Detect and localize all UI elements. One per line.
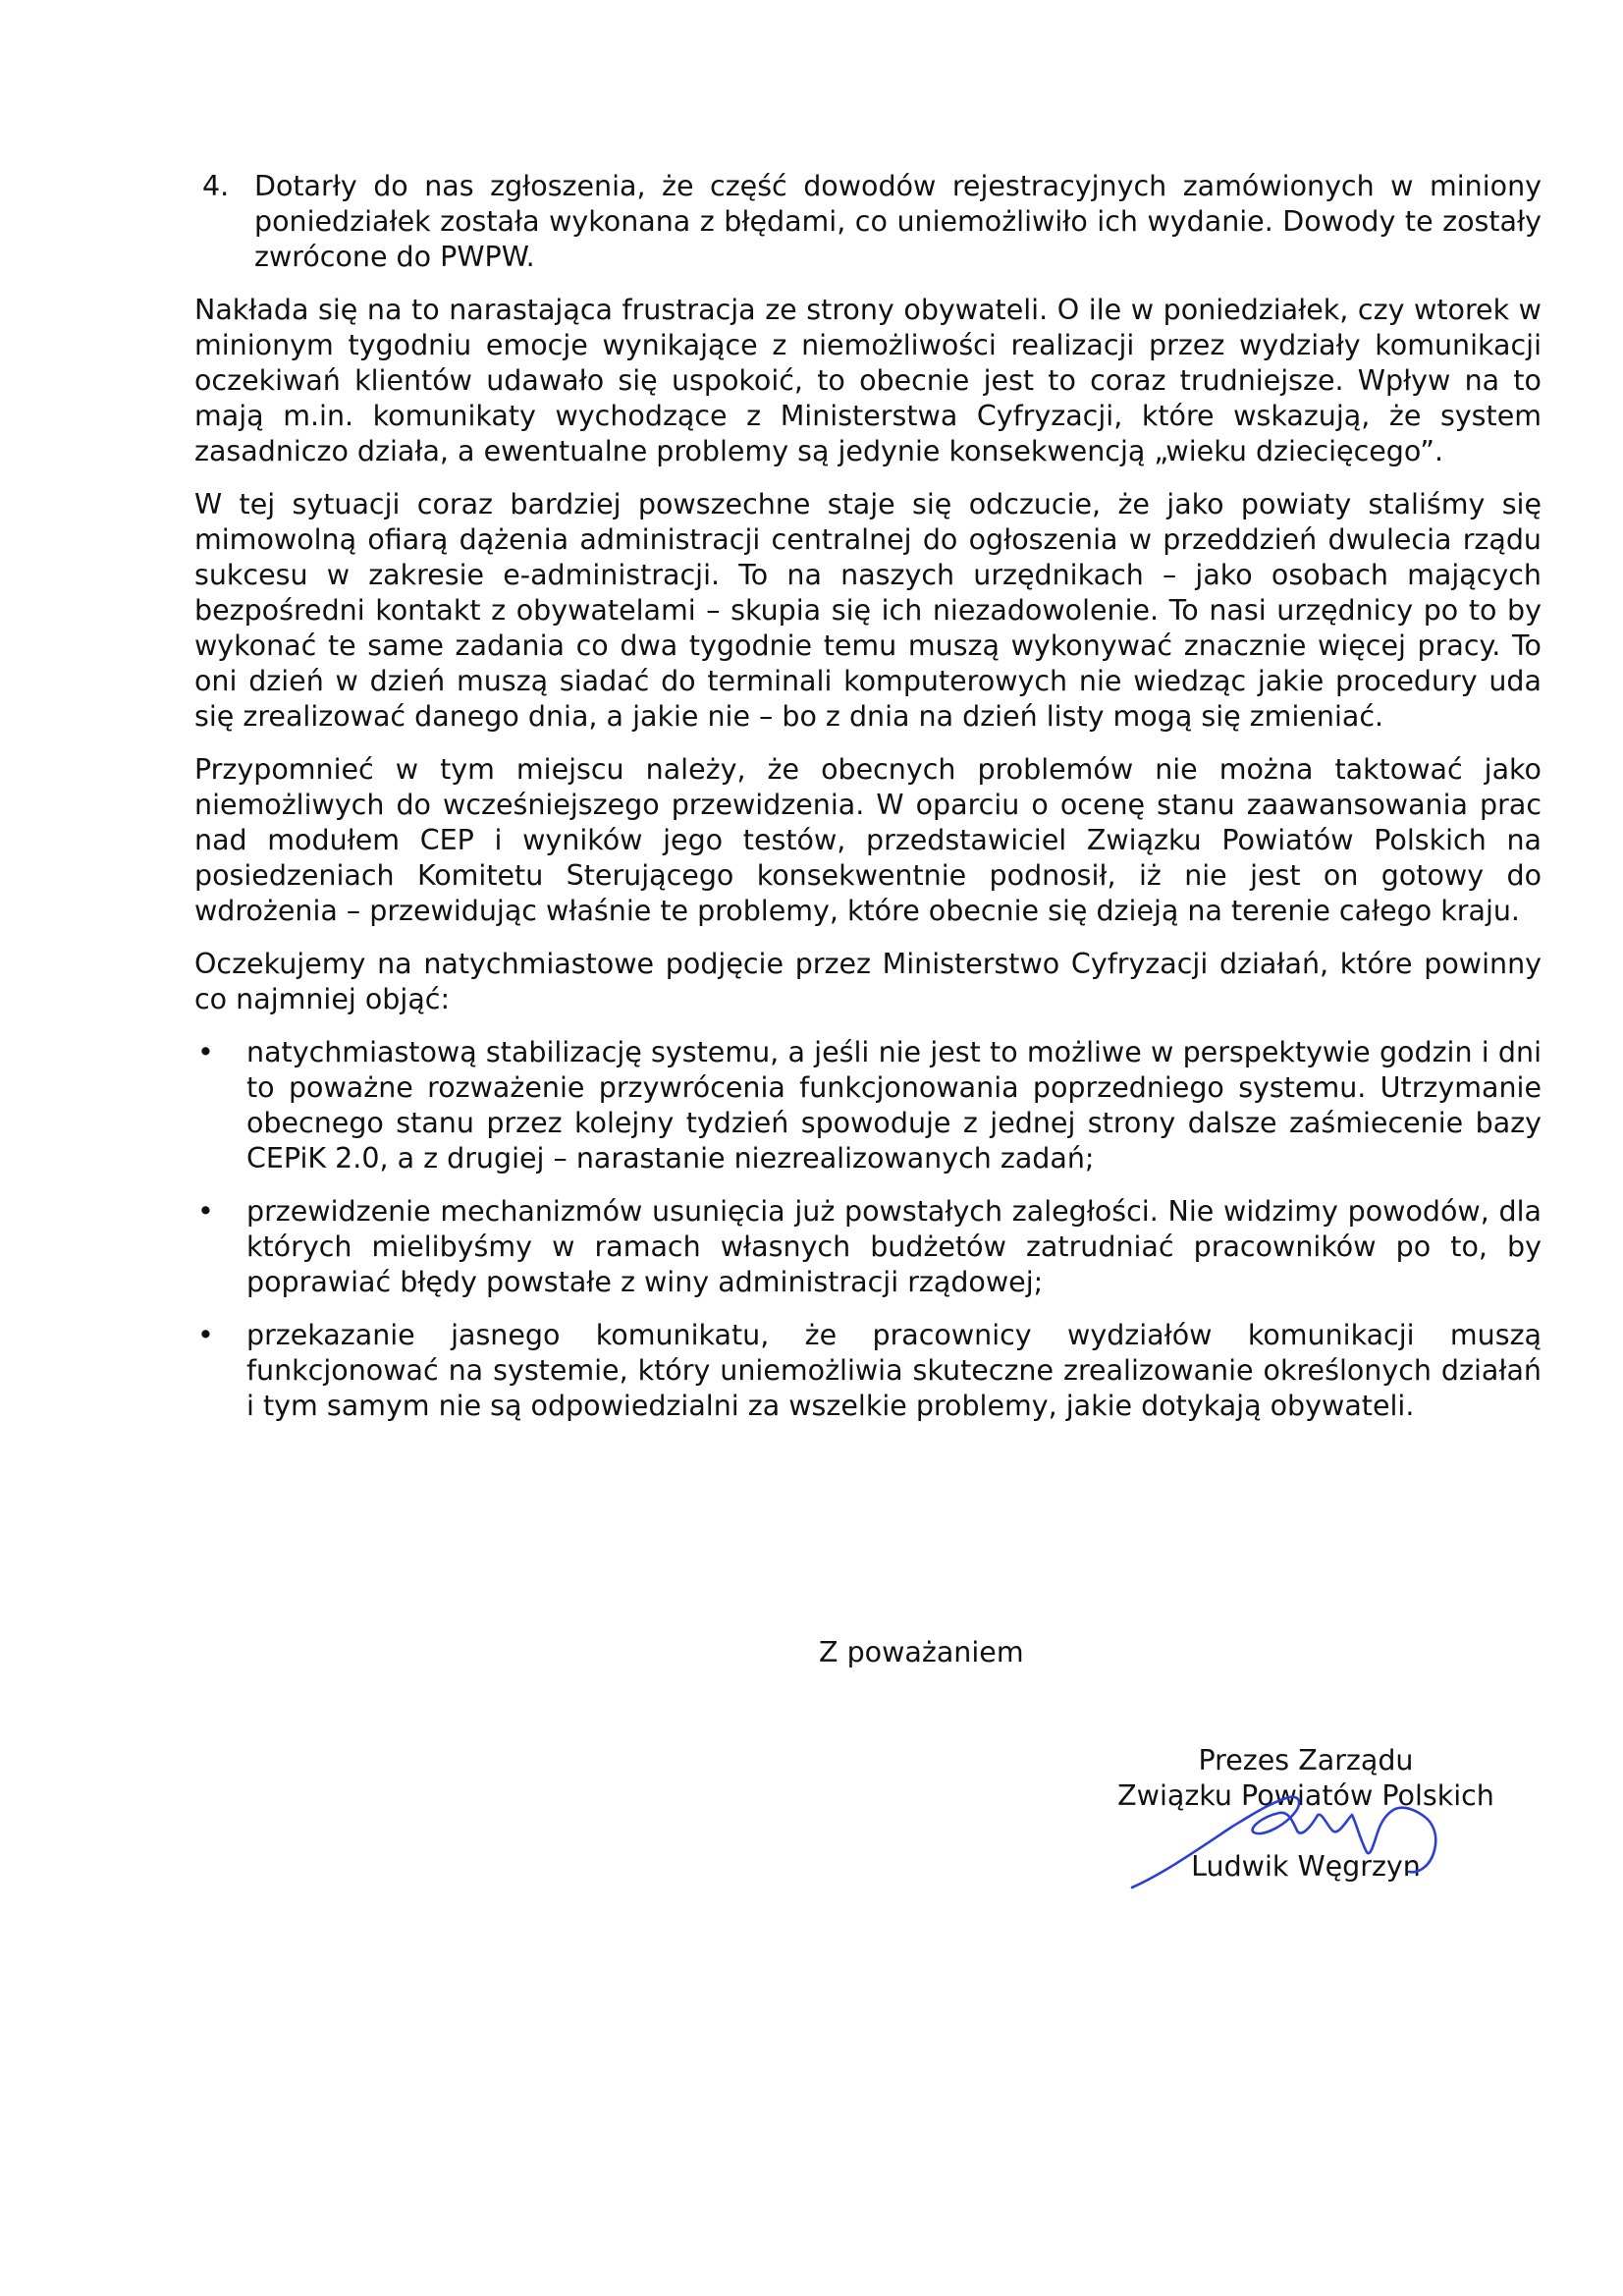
- list-item: [194, 1318, 1542, 1424]
- list-item: [194, 1035, 1542, 1176]
- item-text: Dotarły do nas zgłoszenia, że część dowodów rejestracyjnych zamówionych w miniony poniedziałek została wykonana z błędami, co uniemożliwiło ich wydanie. Dowody te zostały zwrócone do PWPW.: [254, 170, 1542, 273]
- list-item-text: przewidzenie mechanizmów usunięcia już powstałych zaległości. Nie widzimy powodów, dla których mielibyśmy w ramach własnych budżetów zatrudniać pracowników po to, by poprawiać błędy powstałe z winy administracji rządowej;: [246, 1195, 1542, 1298]
- paragraph-situation: W tej sytuacji coraz bardziej powszechne staje się odczucie, że jako powiaty staliśmy się mimowolną ofiarą dążenia administracji centralnej do ogłoszenia w przeddzień dwulecia rządu sukcesu w zakresie e-administracji. To na naszych urzędnikach – jako osobach mających bezpośredni kontakt z obywatelami – skupia się ich niezadowolenie. To nasi urzędnicy po to by wykonać te same zadania co dwa tygodnie temu muszą wykonywać znacznie więcej pracy. To oni dzień w dzień muszą siadać do terminali komputerowych nie wiedząc jakie procedury uda się zrealizować danego dnia, a jakie nie – bo z dnia na dzień listy mogą się zmieniać.: [194, 488, 1542, 733]
- signatory-name: Ludwik Węgrzyn: [1191, 1850, 1421, 1883]
- paragraph-expectations: Oczekujemy na natychmiastowe podjęcie przez Ministerstwo Cyfryzacji działań, które powinny co najmniej objąć:: [194, 948, 1542, 1015]
- handwritten-signature-icon: [1124, 1787, 1448, 1895]
- list-item-text: przekazanie jasnego komunikatu, że pracownicy wydziałów komunikacji muszą funkcjonować na systemie, który uniemożliwia skuteczne zrealizowanie określonych działań i tym samym nie są odpowiedzialni za wszelkie problemy, jakie dotykają obywateli.: [246, 1319, 1542, 1422]
- list-item: [194, 1194, 1542, 1300]
- bullet-icon: •: [197, 1036, 214, 1068]
- paragraph-reminder: Przypomnieć w tym miejscu należy, że obecnych problemów nie można taktować jako niemożliwych do wcześniejszego przewidzenia. W oparciu o ocenę stanu zaawansowania prac nad modułem CEP i wyników jego testów, przedstawiciel Związku Powiatów Polskich na posiedzeniach Komitetu Sterującego konsekwentnie podnosił, iż nie jest on gotowy do wdrożenia – przewidując właśnie te problemy, które obecnie się dzieją na terenie całego kraju.: [194, 753, 1542, 927]
- letter-body: [194, 169, 1542, 1442]
- signatory-organization: Związku Powiatów Polskich: [1117, 1779, 1494, 1812]
- closing-salutation: Z poważaniem: [819, 1636, 1024, 1668]
- numbered-item-4: [194, 169, 1542, 275]
- bullet-icon: •: [197, 1319, 214, 1351]
- paragraph-frustration: Nakłada się na to narastająca frustracja ze strony obywateli. O ile w poniedziałek, czy wtorek w minionym tygodniu emocje wynikające z niemożliwości realizacji przez wydziały komunikacji oczekiwań klientów udawało się uspokoić, to obecnie jest to coraz trudniejsze. Wpływ na to mają m.in. komunikaty wychodzące z Ministerstwa Cyfryzacji, które wskazują, że system zasadniczo działa, a ewentualne problemy są jedynie konsekwencją „wieku dziecięcego”.: [194, 294, 1542, 467]
- signatory-title: Prezes Zarządu: [1198, 1744, 1414, 1777]
- list-item-text: natychmiastową stabilizację systemu, a jeśli nie jest to możliwe w perspektywie godzin i dni to poważne rozważenie przywrócenia funkcjonowania poprzedniego systemu. Utrzymanie obecnego stanu przez kolejny tydzień spowoduje z jednej strony dalsze zaśmiecenie bazy CEPiK 2.0, a z drugiej – narastanie niezrealizowanych zadań;: [246, 1036, 1542, 1175]
- demands-list: [194, 1035, 1542, 1424]
- bullet-icon: •: [197, 1195, 214, 1228]
- item-number: 4.: [202, 170, 230, 202]
